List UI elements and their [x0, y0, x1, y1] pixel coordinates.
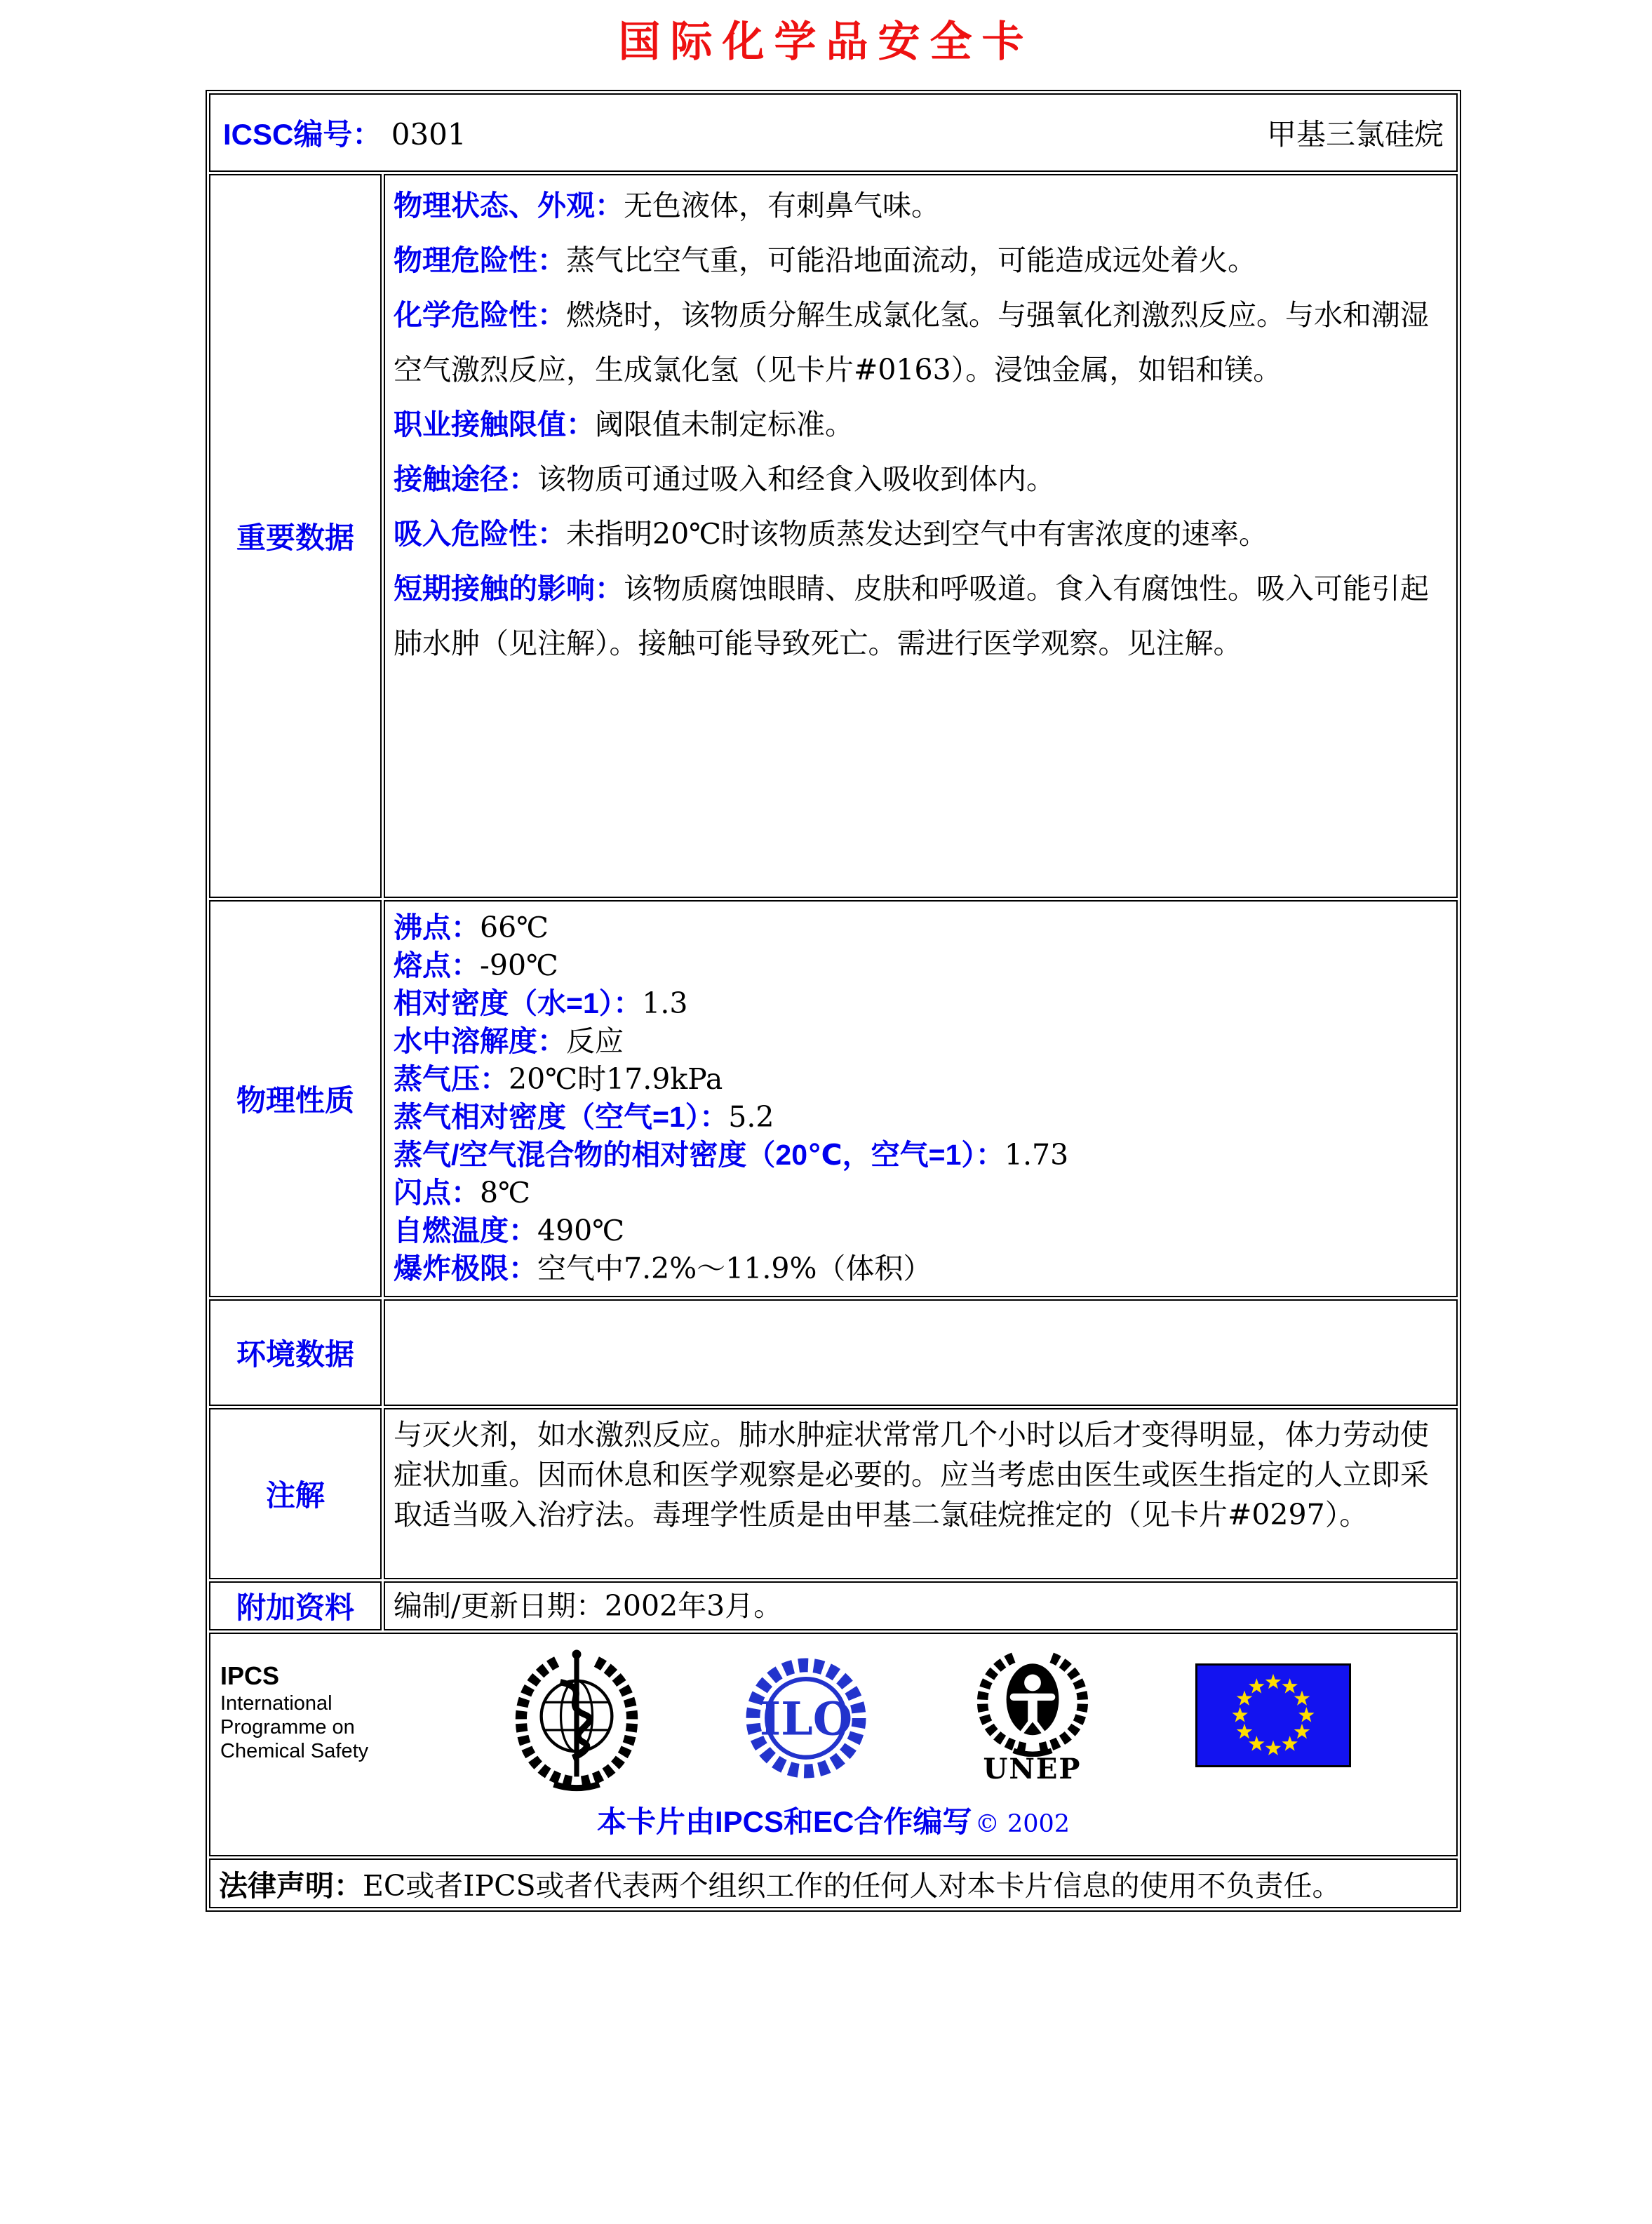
who-logo-icon	[513, 1648, 640, 1792]
chemical-name: 甲基三氯硅烷	[1266, 117, 1444, 152]
credit-text: 本卡片由IPCS和EC合作编写	[596, 1805, 972, 1838]
physical-properties-row	[209, 900, 1458, 1297]
page-title: 国际化学品安全卡	[618, 18, 1034, 67]
ilo-logo-icon	[743, 1648, 869, 1781]
physical-property-item: 水中溶解度：反应	[394, 1024, 624, 1058]
additional-info-content: 编制/更新日期：2002年3月。	[394, 1589, 783, 1623]
physical-property-item: 蒸气/空气混合物的相对密度（20℃，空气=1）：1.73	[394, 1138, 1069, 1172]
copyright-text: © 2002	[974, 1810, 1070, 1838]
legal-text: EC或者IPCS或者代表两个组织工作的任何人对本卡片信息的使用不负责任。	[363, 1869, 1341, 1903]
important-data-row	[209, 174, 1458, 898]
important-data-item: 职业接触限值：阈限值未制定标准。	[394, 408, 854, 441]
legal-label: 法律声明：	[219, 1870, 363, 1902]
unep-logo-icon	[973, 1648, 1092, 1786]
header-row	[209, 93, 1458, 172]
section-label-important-data: 重要数据	[209, 174, 382, 898]
section-label-physical-properties: 物理性质	[209, 900, 382, 1297]
notes-content: 与灭火剂，如水激烈反应。肺水肿症状常常几个小时以后才变得明显，体力劳动使症状加重。因而休息和医学观察是必要的。应当考虑由医生或医生指定的人立即采取适当吸入治疗法。毒理学性质是由甲基二氯硅烷推定的（见卡片#0297）。	[394, 1418, 1429, 1532]
physical-property-item: 爆炸极限：空气中7.2%～11.9%（体积）	[394, 1252, 932, 1285]
important-data-item: 化学危险性：燃烧时，该物质分解生成氯化氢。与强氧化剂激烈反应。与水和潮湿空气激烈反应，生成氯化氢（见卡片#0163）。浸蚀金属，如铝和镁。	[394, 298, 1429, 387]
important-data-item: 接触途径：该物质可通过吸入和经食入吸收到体内。	[394, 462, 1055, 496]
ipcs-text-block	[220, 1648, 410, 1763]
eu-flag-icon	[1195, 1648, 1351, 1767]
notes-row	[209, 1408, 1458, 1579]
section-label-environmental-data: 环境数据	[209, 1299, 382, 1406]
important-data-item: 物理状态、外观：无色液体，有刺鼻气味。	[394, 189, 940, 222]
environmental-data-row	[209, 1299, 1458, 1406]
icsc-number-value: 0301	[391, 117, 466, 152]
important-data-item: 物理危险性：蒸气比空气重，可能沿地面流动，可能造成远处着火。	[394, 243, 1256, 277]
important-data-item: 吸入危险性：未指明20℃时该物质蒸发达到空气中有害浓度的速率。	[394, 517, 1268, 551]
credit-line	[210, 1799, 1456, 1841]
svg-text:ILO: ILO	[759, 1692, 853, 1746]
section-label-additional-info: 附加资料	[209, 1581, 382, 1630]
physical-property-item: 熔点：-90℃	[394, 949, 558, 982]
legal-row	[209, 1858, 1458, 1908]
physical-property-item: 相对密度（水=1）：1.3	[394, 986, 688, 1020]
physical-property-item: 自燃温度：490℃	[394, 1214, 625, 1247]
ipcs-acronym: IPCS	[220, 1661, 280, 1690]
important-data-item: 短期接触的影响：该物质腐蚀眼睛、皮肤和呼吸道。食入有腐蚀性。吸入可能引起肺水肿（见注解）。接触可能导致死亡。需进行医学观察。见注解。	[394, 572, 1429, 660]
physical-property-item: 蒸气相对密度（空气=1）：5.2	[394, 1100, 774, 1134]
additional-info-row	[209, 1581, 1458, 1630]
physical-properties-content	[394, 904, 1448, 1293]
important-data-content	[394, 178, 1448, 894]
unep-label: UNEP	[983, 1753, 1082, 1786]
icsc-number	[223, 112, 466, 154]
icsc-number-label: ICSC编号：	[223, 118, 382, 151]
ipcs-name-line: Chemical Safety	[220, 1740, 369, 1762]
safety-card-table	[206, 90, 1461, 1912]
environmental-data-content	[394, 1304, 1448, 1402]
physical-property-item: 沸点：66℃	[394, 911, 549, 944]
section-label-notes: 注解	[209, 1408, 382, 1579]
physical-property-item: 蒸气压：20℃时17.9kPa	[394, 1062, 723, 1096]
ipcs-name-line: Programme on	[220, 1716, 355, 1739]
logos-row	[209, 1633, 1458, 1856]
ipcs-name-line: International	[220, 1692, 333, 1715]
physical-property-item: 闪点：8℃	[394, 1176, 530, 1210]
